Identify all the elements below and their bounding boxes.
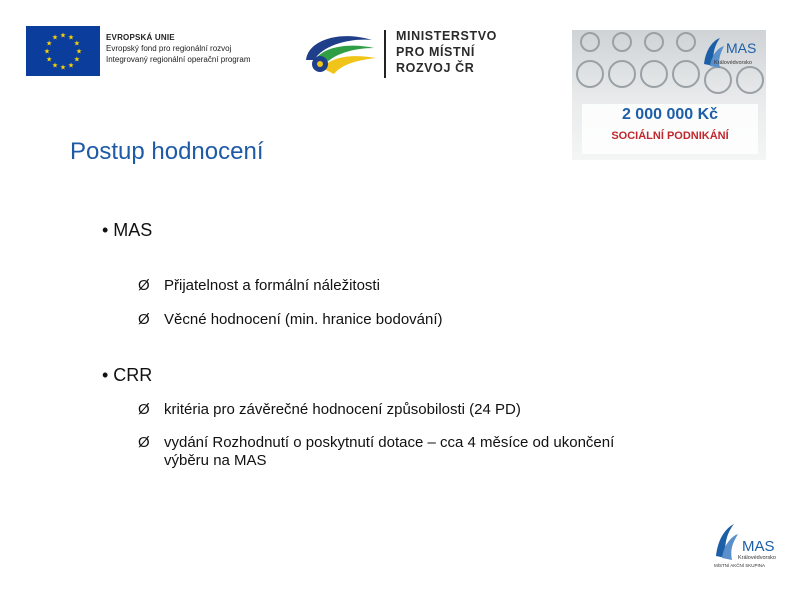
eu-star-icon: ★ xyxy=(51,34,59,42)
arrow-bullet-icon: Ø xyxy=(138,277,150,294)
eu-logo-line3: Integrovaný regionální operační program xyxy=(106,55,251,64)
section-heading-mas: • MAS xyxy=(102,220,153,240)
mmr-divider xyxy=(384,30,386,78)
footer-mas-label: MAS xyxy=(742,538,775,555)
eu-logo-line1: EVROPSKÁ UNIE xyxy=(106,33,175,42)
mmr-logo-line2: PRO MÍSTNÍ xyxy=(396,45,475,59)
list-item-text: kritéria pro závěrečné hodnocení způsobilosti (24 PD) xyxy=(164,401,521,418)
eu-logo-text xyxy=(106,32,251,65)
promo-amount: 2 000 000 Kč xyxy=(621,106,719,123)
list-item-text: Věcné hodnocení (min. hranice bodování) xyxy=(164,311,443,328)
footer-mas-sub1: Královédvorsko xyxy=(738,555,776,561)
eu-star-icon: ★ xyxy=(73,40,80,48)
arrow-bullet-icon: Ø xyxy=(138,401,150,418)
footer-mas-sub2: MÍSTNÍ AKČNÍ SKUPINA xyxy=(714,563,766,568)
eu-logo xyxy=(26,26,281,76)
promo-mas-sub: Královédvorsko xyxy=(714,60,752,66)
list-item-text-continuation: výběru na MAS xyxy=(164,452,267,469)
eu-flag-icon xyxy=(26,26,100,76)
section-heading-crr: • CRR xyxy=(102,365,153,385)
eu-star-icon: ★ xyxy=(46,56,53,64)
mmr-logo-text xyxy=(396,28,497,76)
promo-mas-label: MAS xyxy=(726,40,757,56)
eu-star-icon: ★ xyxy=(59,32,67,40)
promo-banner xyxy=(572,30,766,160)
eu-star-icon: ★ xyxy=(73,56,80,64)
eu-star-icon: ★ xyxy=(75,48,83,56)
eu-star-icon: ★ xyxy=(43,48,51,56)
mmr-logo-line1: MINISTERSTVO xyxy=(396,29,497,43)
list-item-text: vydání Rozhodnutí o poskytnutí dotace – cca 4 měsíce od ukončení xyxy=(164,434,615,451)
eu-logo-line2: Evropský fond pro regionální rozvoj xyxy=(106,44,232,53)
eu-star-icon: ★ xyxy=(46,40,53,48)
footer-mas-logo xyxy=(710,520,782,570)
arrow-bullet-icon: Ø xyxy=(138,311,150,328)
eu-star-icon: ★ xyxy=(51,62,59,70)
eu-star-icon: ★ xyxy=(59,64,67,72)
arrow-bullet-icon: Ø xyxy=(138,434,150,451)
promo-mas-logo xyxy=(700,34,764,74)
eu-star-icon: ★ xyxy=(67,62,75,70)
mmr-logo xyxy=(300,26,510,84)
promo-panel xyxy=(582,104,758,154)
mmr-logo-line3: ROZVOJ ČR xyxy=(396,61,475,75)
list-item-text: Přijatelnost a formální náležitosti xyxy=(164,277,380,294)
promo-label: SOCIÁLNÍ PODNIKÁNÍ xyxy=(611,130,729,142)
eu-star-icon: ★ xyxy=(67,34,75,42)
mmr-emblem-icon xyxy=(300,26,380,84)
page-title: Postup hodnocení xyxy=(70,138,264,165)
